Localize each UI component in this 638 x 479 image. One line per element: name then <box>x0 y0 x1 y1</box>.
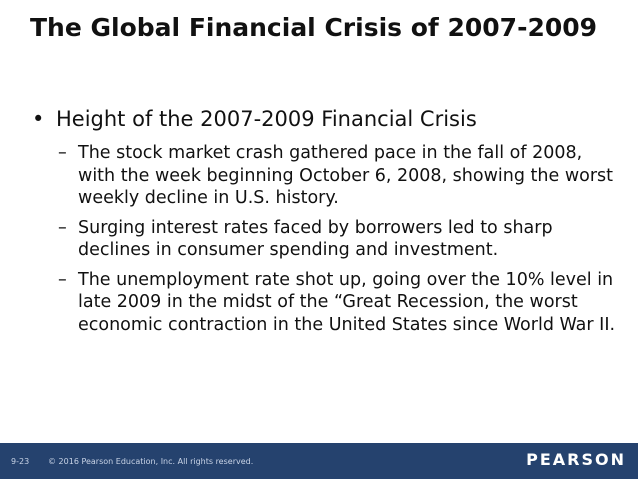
footer-bar <box>0 443 638 479</box>
sub-bullet-text: The unemployment rate shot up, going over the 10% level in late 2009 in the midst of the “Great Recession, the worst economic contraction in the United States since World War II. <box>78 269 616 335</box>
sub-bullet-text: Surging interest rates faced by borrowers led to sharp declines in consumer spending and investment. <box>78 217 553 260</box>
sub-bullet <box>58 217 618 262</box>
sub-bullet <box>58 142 618 210</box>
slide-number: 9-23 <box>11 457 30 466</box>
dash-icon: – <box>58 269 67 290</box>
sub-bullet-list <box>58 142 618 343</box>
slide-title: The Global Financial Crisis of 2007-2009 <box>30 13 598 42</box>
main-bullet <box>32 105 612 133</box>
pearson-logo: PEARSON <box>526 450 626 469</box>
dash-icon: – <box>58 143 67 163</box>
dash-icon: – <box>58 217 67 238</box>
copyright-notice: © 2016 Pearson Education, Inc. All rights reserved. <box>48 457 254 466</box>
bullet-dot-icon: • <box>32 107 45 131</box>
sub-bullet <box>58 269 618 337</box>
sub-bullet-text: The stock market crash gathered pace in the fall of 2008, with the week beginning October 6, 2008, showing the worst weekly decline in U.S. history. <box>78 143 614 208</box>
main-bullet-text: Height of the 2007-2009 Financial Crisis <box>56 107 477 131</box>
